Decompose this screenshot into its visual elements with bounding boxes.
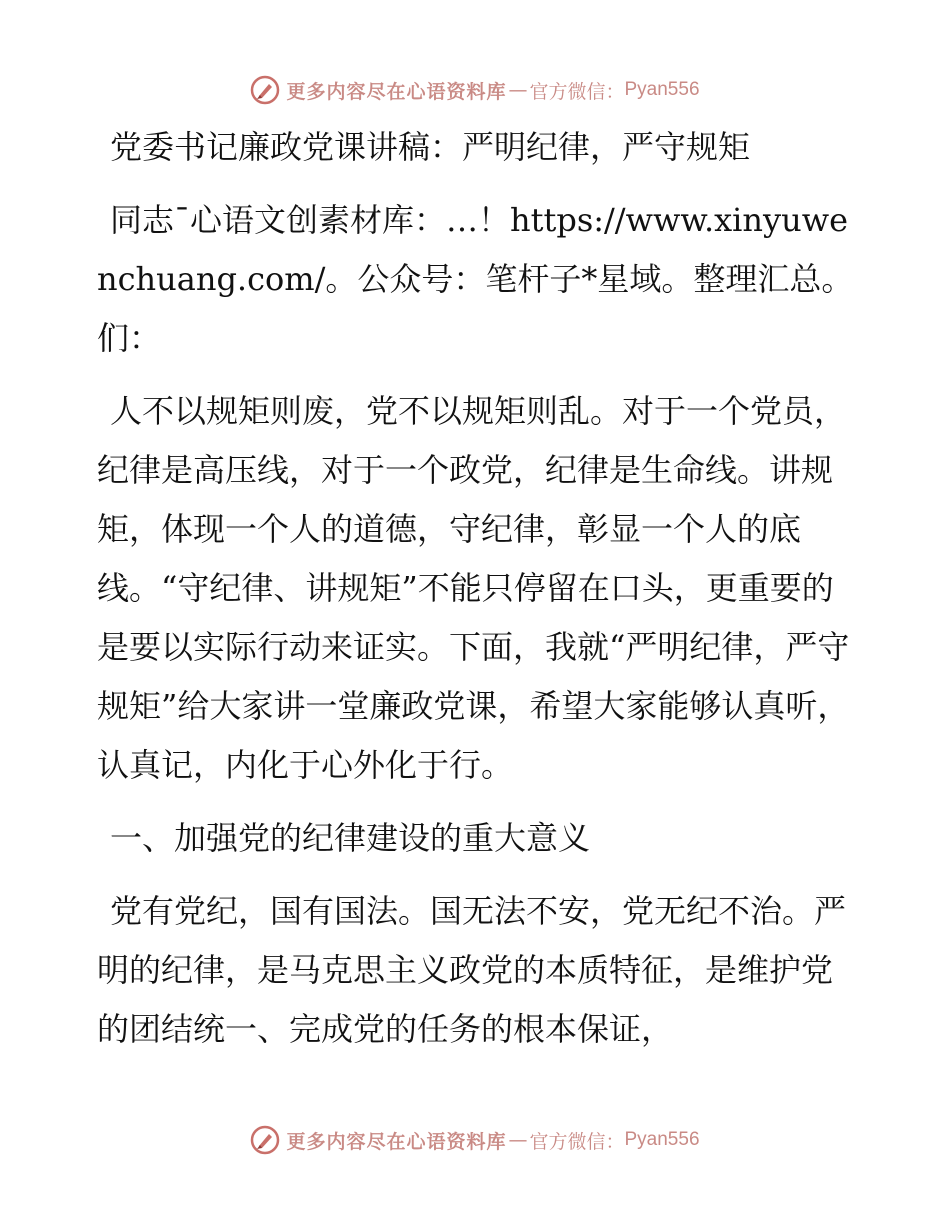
- document-title: 党委书记廉政党课讲稿：严明纪律，严守规矩: [110, 128, 751, 166]
- section-paragraph: 党有党纪，国有国法。国无法不安，党无纪不治。严明的纪律，是马克思主义政党的本质特征，是维护党的团结统一、完成党的任务的根本保证，: [97, 892, 847, 1048]
- banner-wechat-label: 官方微信：: [529, 1130, 625, 1153]
- banner-slogan: 更多内容尽在心语资料库: [286, 80, 507, 103]
- banner-separator: —: [508, 79, 528, 101]
- pen-nib-logo-icon: [250, 1125, 280, 1155]
- document-body: [97, 118, 857, 1073]
- header-watermark-banner: [0, 70, 950, 110]
- footer-watermark-banner: [0, 1120, 950, 1160]
- banner-slogan: 更多内容尽在心语资料库: [286, 1130, 507, 1153]
- greeting-paragraph: 同志¯心语文创素材库：…！https://www.xinyuwenchuang.com/。公众号：笔杆子*星域。整理汇总。们：: [97, 201, 854, 357]
- banner-wechat-label: 官方微信：: [529, 80, 625, 103]
- intro-paragraph: 人不以规矩则废，党不以规矩则乱。对于一个党员，纪律是高压线，对于一个政党，纪律是生命线。讲规矩，体现一个人的道德，守纪律，彰显一个人的底线。“守纪律、讲规矩”不能只停留在口头，更重要的是要以实际行动来证实。下面，我就“严明纪律，严守规矩”给大家讲一堂廉政党课，希望大家能够认真听，认真记，内化于心外化于行。: [97, 392, 850, 784]
- banner-wechat-id: Pyan556: [624, 79, 700, 100]
- banner-separator: —: [508, 1129, 528, 1151]
- section-heading: 一、加强党的纪律建设的重大意义: [110, 819, 591, 857]
- banner-wechat-id: Pyan556: [624, 1129, 700, 1150]
- pen-nib-logo-icon: [250, 75, 280, 105]
